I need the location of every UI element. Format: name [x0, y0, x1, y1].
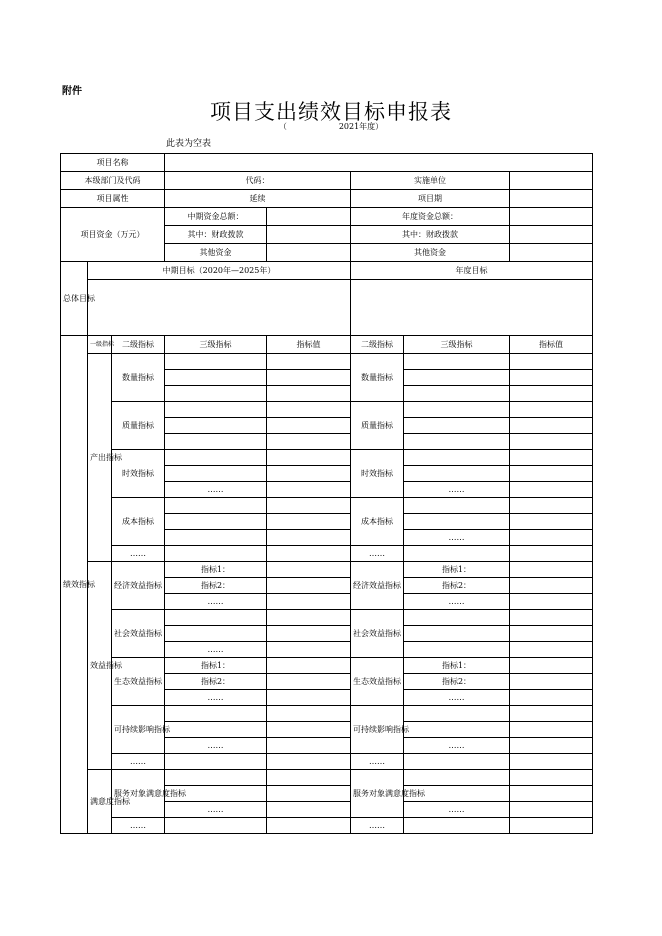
blank-cell[interactable]: [165, 706, 267, 722]
blank-cell[interactable]: [510, 674, 593, 690]
blank-cell[interactable]: [510, 706, 593, 722]
blank-cell[interactable]: [165, 402, 267, 418]
blank-cell[interactable]: [510, 418, 593, 434]
cost-ellipsis-right: ……: [404, 530, 510, 546]
blank-cell[interactable]: [510, 386, 593, 402]
quantity-label-right: 数量指标: [351, 354, 404, 402]
blank-cell[interactable]: [510, 722, 593, 738]
blank-cell[interactable]: [510, 546, 593, 562]
blank-cell[interactable]: [404, 642, 510, 658]
blank-cell[interactable]: [510, 578, 593, 594]
blank-cell[interactable]: [165, 354, 267, 370]
quality-label-right: 质量指标: [351, 402, 404, 450]
sustainable-ellipsis-right: ……: [404, 738, 510, 754]
output-label: 产出指标: [88, 354, 112, 562]
year-paren: （: [278, 122, 287, 131]
dept-code-label: 本级部门及代码: [61, 172, 165, 190]
midterm-total-label: 中期资金总额：: [165, 208, 267, 226]
satisfaction-label: 满意度指标: [88, 770, 112, 834]
blank-cell[interactable]: [267, 578, 351, 594]
ecological-ind1: 指标1：: [165, 658, 267, 674]
blank-cell[interactable]: [267, 418, 351, 434]
level3-header-right: 三级指标: [404, 336, 510, 354]
blank-cell[interactable]: [165, 754, 267, 770]
annual-goal-label: 年度目标: [351, 262, 593, 280]
timeliness-ellipsis-right: ……: [404, 482, 510, 498]
blank-cell[interactable]: [267, 658, 351, 674]
blank-cell[interactable]: [510, 610, 593, 626]
midterm-total-field[interactable]: [267, 208, 351, 226]
value-header-right: 指标值: [510, 336, 593, 354]
blank-cell[interactable]: [510, 514, 593, 530]
output-ellipsis-right: ……: [351, 546, 404, 562]
economic-ellipsis-right: ……: [404, 594, 510, 610]
page-title: 项目支出绩效目标申报表: [210, 100, 452, 124]
ecological-ellipsis: ……: [165, 690, 267, 706]
sustainable-ellipsis: ……: [165, 738, 267, 754]
blank-cell[interactable]: [165, 450, 267, 466]
timeliness-label: 时效指标: [112, 450, 165, 498]
perf-label: 绩效指标: [61, 336, 88, 834]
blank-cell[interactable]: [510, 658, 593, 674]
blank-cell[interactable]: [404, 498, 510, 514]
blank-cell[interactable]: [267, 482, 351, 498]
level2-header-right: 二级指标: [351, 336, 404, 354]
sustainable-label: 可持续影响指标: [112, 706, 165, 754]
annual-total-label: 年度资金总额：: [351, 208, 510, 226]
level1-header: 一级指标: [88, 336, 112, 354]
period-field[interactable]: [510, 190, 593, 208]
blank-cell[interactable]: [404, 706, 510, 722]
blank-cell[interactable]: [267, 450, 351, 466]
blank-cell[interactable]: [510, 786, 593, 802]
ecological-ind1-right: 指标1：: [404, 658, 510, 674]
blank-cell[interactable]: [267, 514, 351, 530]
blank-cell[interactable]: [510, 738, 593, 754]
attribute-value: 延续: [165, 190, 351, 208]
midterm-goal-label: 中期目标（2020年—2025年）: [88, 262, 351, 280]
blank-cell[interactable]: [510, 530, 593, 546]
attribute-label: 项目属性: [61, 190, 165, 208]
blank-cell[interactable]: [165, 626, 267, 642]
blank-cell[interactable]: [510, 466, 593, 482]
blank-cell[interactable]: [267, 690, 351, 706]
blank-cell[interactable]: [165, 370, 267, 386]
blank-cell[interactable]: [404, 626, 510, 642]
blank-cell[interactable]: [267, 498, 351, 514]
output-ellipsis: ……: [112, 546, 165, 562]
blank-cell[interactable]: [510, 802, 593, 818]
ecological-label-right: 生态效益指标: [351, 658, 404, 706]
economic-ind1: 指标1：: [165, 562, 267, 578]
service-ellipsis: ……: [165, 802, 267, 818]
overall-label: 总体目标: [61, 262, 88, 336]
sustainable-label-right: 可持续影响指标: [351, 706, 404, 754]
blank-cell[interactable]: [404, 610, 510, 626]
cost-label: 成本指标: [112, 498, 165, 546]
economic-ind2-right: 指标2：: [404, 578, 510, 594]
blank-cell[interactable]: [404, 434, 510, 450]
blank-cell[interactable]: [267, 546, 351, 562]
blank-cell[interactable]: [404, 514, 510, 530]
blank-cell[interactable]: [267, 706, 351, 722]
blank-cell[interactable]: [510, 818, 593, 834]
blank-cell[interactable]: [165, 434, 267, 450]
blank-cell[interactable]: [267, 770, 351, 786]
blank-cell[interactable]: [267, 610, 351, 626]
blank-cell[interactable]: [510, 642, 593, 658]
quantity-label: 数量指标: [112, 354, 165, 402]
blank-cell[interactable]: [404, 754, 510, 770]
blank-cell[interactable]: [404, 370, 510, 386]
midterm-other-field[interactable]: [267, 244, 351, 262]
service-ellipsis-right: ……: [404, 802, 510, 818]
blank-cell[interactable]: [510, 770, 593, 786]
blank-cell[interactable]: [267, 642, 351, 658]
blank-cell[interactable]: [267, 802, 351, 818]
blank-cell[interactable]: [267, 370, 351, 386]
annual-other-field[interactable]: [510, 244, 593, 262]
quality-label: 质量指标: [112, 402, 165, 450]
social-label-right: 社会效益指标: [351, 610, 404, 658]
annual-finance-field[interactable]: [510, 226, 593, 244]
benefit-ellipsis-right: ……: [351, 754, 404, 770]
blank-cell[interactable]: [404, 386, 510, 402]
year-line: [0, 121, 662, 132]
blank-cell[interactable]: [404, 354, 510, 370]
funds-label: 项目资金（万元）: [61, 208, 165, 262]
blank-cell[interactable]: [510, 402, 593, 418]
project-name-field[interactable]: [165, 154, 593, 172]
economic-label: 经济效益指标: [112, 562, 165, 610]
ecological-ind2: 指标2：: [165, 674, 267, 690]
economic-label-right: 经济效益指标: [351, 562, 404, 610]
midterm-finance-field[interactable]: [267, 226, 351, 244]
benefit-label: 效益指标: [88, 562, 112, 770]
blank-cell[interactable]: [510, 482, 593, 498]
blank-cell[interactable]: [267, 674, 351, 690]
value-header: 指标值: [267, 336, 351, 354]
timeliness-label-right: 时效指标: [351, 450, 404, 498]
blank-cell[interactable]: [165, 770, 267, 786]
code-label: 代码：: [165, 172, 351, 190]
blank-cell[interactable]: [404, 450, 510, 466]
level3-header: 三级指标: [165, 336, 267, 354]
blank-cell[interactable]: [267, 434, 351, 450]
blank-cell[interactable]: [165, 818, 267, 834]
blank-cell[interactable]: [510, 498, 593, 514]
blank-cell[interactable]: [510, 594, 593, 610]
service-label: 服务对象满意度指标: [112, 770, 165, 818]
blank-cell[interactable]: [404, 418, 510, 434]
blank-cell[interactable]: [510, 562, 593, 578]
empty-table-note: 此表为空表: [166, 139, 212, 149]
satisfaction-ellipsis: ……: [112, 818, 165, 834]
economic-ind2: 指标2：: [165, 578, 267, 594]
satisfaction-ellipsis-right: ……: [351, 818, 404, 834]
service-label-right: 服务对象满意度指标: [351, 770, 404, 818]
blank-cell[interactable]: [267, 754, 351, 770]
ecological-ellipsis-right: ……: [404, 690, 510, 706]
blank-cell[interactable]: [165, 530, 267, 546]
blank-cell[interactable]: [267, 562, 351, 578]
ecological-label: 生态效益指标: [112, 658, 165, 706]
blank-cell[interactable]: [267, 466, 351, 482]
timeliness-ellipsis: ……: [165, 482, 267, 498]
blank-cell[interactable]: [267, 722, 351, 738]
blank-cell[interactable]: [510, 354, 593, 370]
performance-target-form: [60, 153, 593, 834]
blank-cell[interactable]: [165, 514, 267, 530]
blank-cell[interactable]: [404, 722, 510, 738]
blank-cell[interactable]: [404, 402, 510, 418]
economic-ind1-right: 指标1：: [404, 562, 510, 578]
annual-finance-label: 其中：财政拨款: [351, 226, 510, 244]
blank-cell[interactable]: [165, 386, 267, 402]
midterm-goal-field[interactable]: [88, 280, 351, 336]
blank-cell[interactable]: [165, 418, 267, 434]
midterm-other-label: 其他资金: [165, 244, 267, 262]
impl-unit-label: 实施单位: [351, 172, 510, 190]
blank-cell[interactable]: [267, 626, 351, 642]
blank-cell[interactable]: [267, 738, 351, 754]
blank-cell[interactable]: [165, 722, 267, 738]
blank-cell[interactable]: [510, 370, 593, 386]
period-label: 项目期: [351, 190, 510, 208]
project-name-label: 项目名称: [61, 154, 165, 172]
midterm-finance-label: 其中：财政拨款: [165, 226, 267, 244]
cost-label-right: 成本指标: [351, 498, 404, 546]
blank-cell[interactable]: [267, 386, 351, 402]
economic-ellipsis: ……: [165, 594, 267, 610]
blank-cell[interactable]: [267, 786, 351, 802]
benefit-ellipsis: ……: [112, 754, 165, 770]
attachment-label: 附件: [62, 86, 82, 97]
blank-cell[interactable]: [510, 434, 593, 450]
blank-cell[interactable]: [267, 594, 351, 610]
annual-goal-field[interactable]: [351, 280, 593, 336]
blank-cell[interactable]: [267, 354, 351, 370]
level2-header: 二级指标: [112, 336, 165, 354]
blank-cell[interactable]: [510, 690, 593, 706]
ecological-ind2-right: 指标2：: [404, 674, 510, 690]
annual-total-field[interactable]: [510, 208, 593, 226]
blank-cell[interactable]: [404, 770, 510, 786]
blank-cell[interactable]: [165, 466, 267, 482]
blank-cell[interactable]: [267, 402, 351, 418]
social-ellipsis: ……: [165, 642, 267, 658]
social-label: 社会效益指标: [112, 610, 165, 658]
blank-cell[interactable]: [165, 498, 267, 514]
blank-cell[interactable]: [510, 450, 593, 466]
blank-cell[interactable]: [165, 610, 267, 626]
impl-unit-field[interactable]: [510, 172, 593, 190]
blank-cell[interactable]: [510, 626, 593, 642]
blank-cell[interactable]: [510, 754, 593, 770]
annual-other-label: 其他资金: [351, 244, 510, 262]
blank-cell[interactable]: [404, 546, 510, 562]
blank-cell[interactable]: [267, 530, 351, 546]
year-text: 2021年度）: [338, 122, 384, 131]
blank-cell[interactable]: [404, 818, 510, 834]
blank-cell[interactable]: [404, 466, 510, 482]
blank-cell[interactable]: [267, 818, 351, 834]
blank-cell[interactable]: [165, 546, 267, 562]
